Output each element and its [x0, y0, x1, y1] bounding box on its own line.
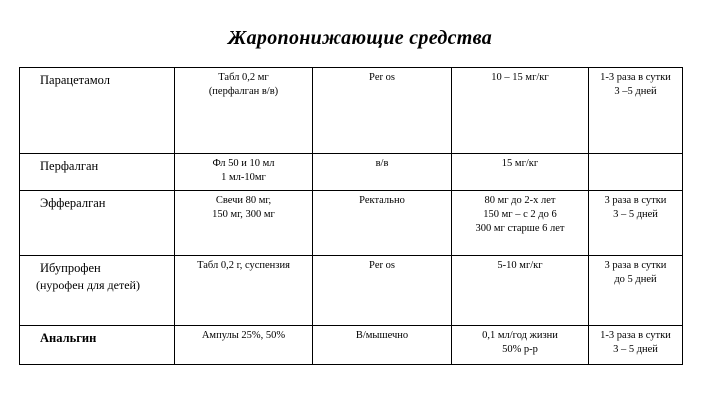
frequency-line: 1-3 раза в сутки — [600, 72, 671, 83]
form-cell — [175, 68, 313, 154]
frequency-cell — [589, 256, 683, 326]
route-cell — [313, 326, 452, 365]
form-line: 150 мг, 300 мг — [212, 209, 275, 220]
frequency-cell — [589, 191, 683, 256]
dose-line: 15 мг/кг — [501, 158, 539, 169]
form-cell — [175, 191, 313, 256]
dose-line: 80 мг до 2-х лет — [484, 195, 556, 206]
drug-name-cell — [20, 191, 175, 256]
form-line: Свечи 80 мг, — [215, 195, 272, 206]
frequency-cell — [589, 68, 683, 154]
frequency-line: 1-3 раза в сутки — [600, 330, 671, 341]
route-cell — [313, 154, 452, 191]
drug-name-cell — [20, 154, 175, 191]
form-line: Ампулы 25%, 50% — [201, 330, 286, 341]
drug-name-cell — [20, 326, 175, 365]
drug-name: Анальгин — [40, 331, 97, 345]
route-text: Ректально — [359, 195, 405, 206]
dose-cell — [452, 326, 589, 365]
drug-name: Эффералган — [40, 196, 106, 210]
drug-name: Парацетамол — [40, 73, 111, 87]
drug-name-cell — [20, 68, 175, 154]
drug-name: Перфалган — [40, 159, 99, 173]
frequency-line: 3 –5 дней — [614, 86, 657, 97]
table-row — [20, 68, 683, 154]
frequency-line: 3 – 5 дней — [613, 209, 658, 220]
route-text: Per os — [369, 72, 395, 83]
route-cell — [313, 191, 452, 256]
page-title: Жаропонижающие средства — [227, 27, 493, 49]
form-cell — [175, 256, 313, 326]
drugs-table — [19, 67, 683, 365]
route-cell — [313, 256, 452, 326]
drug-name: Ибупрофен — [40, 261, 101, 275]
frequency-cell — [589, 154, 683, 191]
frequency-cell — [589, 326, 683, 365]
dose-line: 5-10 мг/кг — [497, 260, 543, 271]
dose-line: 300 мг старше 6 лет — [475, 223, 565, 234]
frequency-line: 3 раза в сутки — [604, 195, 667, 206]
dose-line: 150 мг – с 2 до 6 — [483, 209, 557, 220]
table-row — [20, 154, 683, 191]
dose-cell — [452, 256, 589, 326]
dose-line: 10 – 15 мг/кг — [491, 72, 549, 83]
route-text: В/мышечно — [355, 330, 409, 341]
route-cell — [313, 68, 452, 154]
frequency-line: 3 раза в сутки — [604, 260, 667, 271]
dose-cell — [452, 154, 589, 191]
table-row — [20, 326, 683, 365]
frequency-line: 3 – 5 дней — [613, 344, 658, 355]
form-line: Фл 50 и 10 мл — [212, 158, 275, 169]
drug-subname: (нурофен для детей) — [36, 278, 140, 292]
route-text: в/в — [375, 158, 389, 169]
route-text: Per os — [369, 260, 395, 271]
dose-cell — [452, 191, 589, 256]
form-line: 1 мл-10мг — [221, 172, 266, 183]
form-line: Табл 0,2 мг — [218, 72, 269, 83]
frequency-line: до 5 дней — [614, 274, 657, 285]
form-line: Табл 0,2 г, суспензия — [197, 260, 290, 271]
drug-name-cell — [20, 256, 175, 326]
table-row — [20, 256, 683, 326]
form-cell — [175, 154, 313, 191]
table-row — [20, 191, 683, 256]
form-line: (перфалган в/в) — [208, 86, 279, 97]
dose-cell — [452, 68, 589, 154]
dose-line: 0,1 мл/год жизни — [482, 330, 558, 341]
dose-line: 50% р-р — [502, 344, 538, 355]
form-cell — [175, 326, 313, 365]
